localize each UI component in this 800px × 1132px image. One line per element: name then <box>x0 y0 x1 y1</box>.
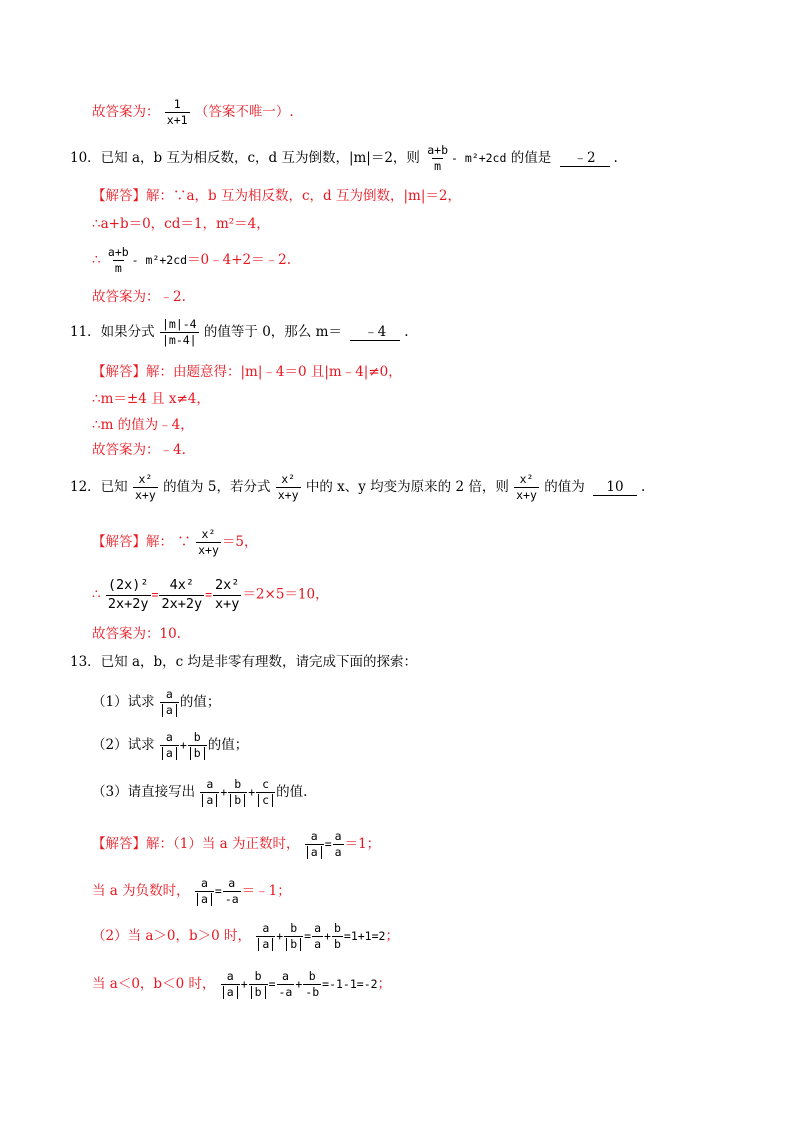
fraction: $\frac{a}{a}$ <box>221 970 240 999</box>
fraction: $\frac{\text{x²}}{x+y}$ <box>198 527 219 558</box>
p12-answer: 故答案为：10. <box>92 626 181 642</box>
fraction: $\frac{a+b}{m}$ <box>427 143 449 174</box>
p11-solution-line2: ∴m＝±4 且 x≠4， <box>92 391 210 407</box>
fraction: $\frac{b}{b}$ <box>188 731 207 760</box>
p13-solution-case2: 当 a 为负数时， $\frac{a}{a}$ = $\frac{a}{-a}$ ＝﹣1； <box>92 876 291 907</box>
fraction: $\frac{a}{-a}$ <box>278 969 293 1000</box>
answer-prefix: 故答案为： <box>92 104 160 121</box>
p13-q3: （3）请直接写出 $\frac{a}{a}$ + $\frac{b}{b}$ + $\frac{c}{c}$ 的值. <box>92 777 308 808</box>
fraction: $\frac{a}{a}$ <box>256 922 275 951</box>
fraction: $\frac{b}{-b}$ <box>305 969 320 1000</box>
fraction: $\frac{\text{(2x)²}}{2x+2y}$ <box>107 577 149 612</box>
p11-solution-line1: 【解答】解：由题意得：|m|﹣4＝0 且|m﹣4|≠0， <box>92 364 402 380</box>
fraction: $\frac{\text{x²}}{x+y}$ <box>134 472 156 503</box>
p11-solution-line3: ∴m 的值为﹣4， <box>92 417 194 433</box>
fraction: $\frac{c}{c}$ <box>256 778 275 807</box>
solution-label: 【解答】解： <box>92 534 173 551</box>
fraction: $\frac{|m|-4}{|m-4|}$ <box>161 317 197 348</box>
p11-answer: 故答案为：﹣4. <box>92 442 186 458</box>
fraction: $\frac{\text{x²}}{x+y}$ <box>277 472 299 503</box>
p10-answer: 故答案为：﹣2. <box>92 289 186 305</box>
p13-solution-case4: 当 a＜0，b＜0 时， $\frac{a}{a}$ + $\frac{b}{b}$ = $\frac{a}{-a}$ + $\frac{b}{-b}$ =-1-1=-2； <box>92 969 392 1000</box>
fraction: $\frac{a}{a}$ <box>200 778 219 807</box>
solution-label: 【解答】解： <box>92 836 173 853</box>
p12-solution-line2: ∴ $\frac{\text{(2x)²}}{2x+2y}$ = $\frac{\text{4x²}}{2x+2y}$ = $\frac{\text{2x²}}{x+y}$ ＝2×5＝10， <box>92 577 329 612</box>
p9-answer-line <box>92 98 294 127</box>
fraction: $\frac{b}{b}$ <box>249 970 268 999</box>
fraction: $\frac{a}{a}$ <box>160 688 179 717</box>
p13-solution-case1: 【解答】解：（1）当 a 为正数时， $\frac{a}{a}$ = $\frac{a}{a}$ ＝1； <box>92 829 381 860</box>
fraction: $\frac{b}{b}$ <box>284 922 303 951</box>
p13-q2: （2）试求 $\frac{a}{a}$ + $\frac{b}{b}$ 的值； <box>92 730 249 761</box>
p11-question: 11．如果分式 $\frac{|m|-4}{|m-4|}$ 的值等于 0，那么 m＝ ﹣4 . <box>70 317 409 348</box>
fraction: $\frac{1}{x+1}$ <box>166 97 188 128</box>
fraction: $\frac{a}{-a}$ <box>224 876 239 907</box>
fraction: $\frac{\text{4x²}}{2x+2y}$ <box>161 577 203 612</box>
p12-question: 12．已知 $\frac{\text{x²}}{x+y}$ 的值为 5，若分式 $\frac{\text{x²}}{x+y}$ 中的 x、y 均变为原来的 2 倍，则 $\frac{\text{x²}}{x+y}$ 的值为 10 . <box>70 472 646 503</box>
fraction: $\frac{a}{a}$ <box>195 877 214 906</box>
answer-blank: ﹣2 <box>560 152 610 167</box>
fraction: $\frac{a}{a}$ <box>160 731 179 760</box>
p10-question: 10．已知 a，b 互为相反数，c，d 互为倒数，|m|＝2，则 $\frac{a+b}{m}$ - m²+2cd 的值是 ﹣2 . <box>70 143 618 174</box>
fraction: $\frac{a}{a}$ <box>334 829 342 860</box>
p13-q1: （1）试求 $\frac{a}{a}$ 的值； <box>92 687 221 718</box>
answer-blank: 10 <box>593 481 637 496</box>
p13-solution-case3: （2）当 a＞0，b＞0 时， $\frac{a}{a}$ + $\frac{b}{b}$ = $\frac{a}{a}$ + $\frac{b}{b}$ =1+1=2； <box>92 921 399 952</box>
p13-question: 13．已知 a，b，c 均是非零有理数，请完成下面的探索： <box>70 654 418 670</box>
fraction: $\frac{a+b}{m}$ <box>107 245 129 276</box>
fraction: $\frac{\text{2x²}}{x+y}$ <box>215 577 240 612</box>
fraction: $\frac{a}{a}$ <box>305 830 324 859</box>
fraction: $\frac{b}{b}$ <box>333 921 341 952</box>
p12-solution-line1: 【解答】解： ∵ $\frac{\text{x²}}{x+y}$ ＝5， <box>92 527 258 558</box>
p10-solution-line2: ∴a+b＝0，cd＝1，m²＝4， <box>92 216 270 232</box>
fraction: $\frac{a}{a}$ <box>314 921 322 952</box>
answer-blank: ﹣4 <box>350 326 400 341</box>
fraction: $\frac{\text{x²}}{x+y}$ <box>516 472 537 503</box>
p10-solution-line1: 【解答】解：∵a，b 互为相反数，c，d 互为倒数，|m|＝2， <box>92 188 461 204</box>
solution-label: 【解答】解： <box>92 364 173 380</box>
p10-solution-line3: ∴ $\frac{a+b}{m}$ - m²+2cd＝0﹣4+2＝﹣2. <box>92 245 292 276</box>
fraction: $\frac{b}{b}$ <box>228 778 247 807</box>
answer-note: （答案不唯一）. <box>194 104 294 121</box>
solution-label: 【解答】解： <box>92 188 173 204</box>
